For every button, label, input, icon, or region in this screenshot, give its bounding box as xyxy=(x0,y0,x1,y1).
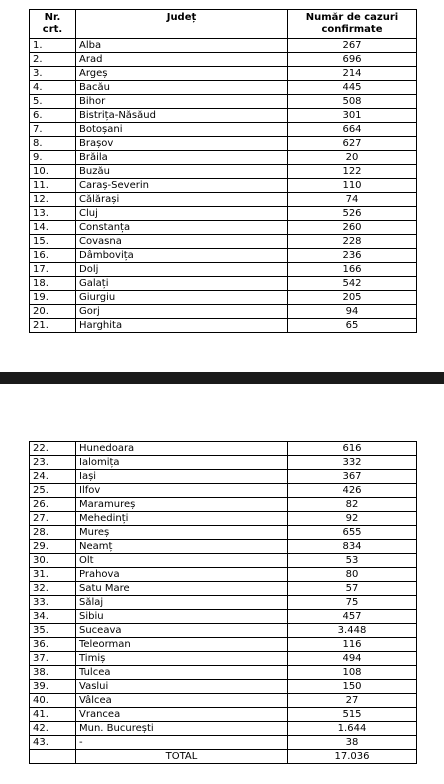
total-empty-cell xyxy=(30,750,76,764)
table-row xyxy=(30,277,417,291)
total-label: TOTAL xyxy=(76,750,288,764)
confirmed-cases: 82 xyxy=(288,498,417,512)
row-number: 3. xyxy=(30,67,76,81)
row-number: 39. xyxy=(30,680,76,694)
confirmed-cases: 75 xyxy=(288,596,417,610)
confirmed-cases: 508 xyxy=(288,95,417,109)
row-number: 38. xyxy=(30,666,76,680)
confirmed-cases: 20 xyxy=(288,151,417,165)
confirmed-cases: 3.448 xyxy=(288,624,417,638)
table-row xyxy=(30,109,417,123)
row-number: 7. xyxy=(30,123,76,137)
row-number: 42. xyxy=(30,722,76,736)
confirmed-cases: 1.644 xyxy=(288,722,417,736)
row-number: 29. xyxy=(30,540,76,554)
confirmed-cases: 116 xyxy=(288,638,417,652)
county-name: Brăila xyxy=(76,151,288,165)
confirmed-cases: 445 xyxy=(288,81,417,95)
confirmed-cases: 267 xyxy=(288,39,417,53)
confirmed-cases: 834 xyxy=(288,540,417,554)
row-number: 31. xyxy=(30,568,76,582)
county-name: Teleorman xyxy=(76,638,288,652)
table-row xyxy=(30,540,417,554)
confirmed-cases: 205 xyxy=(288,291,417,305)
row-number: 26. xyxy=(30,498,76,512)
confirmed-cases: 53 xyxy=(288,554,417,568)
row-number: 18. xyxy=(30,277,76,291)
row-number: 11. xyxy=(30,179,76,193)
confirmed-cases: 122 xyxy=(288,165,417,179)
county-name: Brașov xyxy=(76,137,288,151)
cases-table-part-1 xyxy=(29,9,417,333)
row-number: 34. xyxy=(30,610,76,624)
table-row xyxy=(30,666,417,680)
row-number: 27. xyxy=(30,512,76,526)
table-row xyxy=(30,442,417,456)
row-number: 9. xyxy=(30,151,76,165)
county-name: Hunedoara xyxy=(76,442,288,456)
cases-table-part-2 xyxy=(29,441,417,764)
confirmed-cases: 65 xyxy=(288,319,417,333)
table-row xyxy=(30,470,417,484)
table-row xyxy=(30,652,417,666)
row-number: 30. xyxy=(30,554,76,568)
confirmed-cases: 616 xyxy=(288,442,417,456)
row-number: 1. xyxy=(30,39,76,53)
county-name: Călărași xyxy=(76,193,288,207)
table-row xyxy=(30,512,417,526)
table-row xyxy=(30,596,417,610)
confirmed-cases: 457 xyxy=(288,610,417,624)
table-row xyxy=(30,319,417,333)
county-name: - xyxy=(76,736,288,750)
row-number: 28. xyxy=(30,526,76,540)
county-name: Constanța xyxy=(76,221,288,235)
table-row xyxy=(30,554,417,568)
confirmed-cases: 494 xyxy=(288,652,417,666)
confirmed-cases: 236 xyxy=(288,249,417,263)
table-row xyxy=(30,305,417,319)
county-name: Ialomița xyxy=(76,456,288,470)
county-name: Buzău xyxy=(76,165,288,179)
table-row xyxy=(30,610,417,624)
table-row xyxy=(30,39,417,53)
confirmed-cases: 92 xyxy=(288,512,417,526)
county-name: Iași xyxy=(76,470,288,484)
confirmed-cases: 228 xyxy=(288,235,417,249)
county-name: Sibiu xyxy=(76,610,288,624)
row-number: 8. xyxy=(30,137,76,151)
confirmed-cases: 108 xyxy=(288,666,417,680)
table-row xyxy=(30,123,417,137)
table-row xyxy=(30,498,417,512)
row-number: 17. xyxy=(30,263,76,277)
county-name: Sălaj xyxy=(76,596,288,610)
table-row xyxy=(30,137,417,151)
table-row xyxy=(30,151,417,165)
county-name: Argeș xyxy=(76,67,288,81)
confirmed-cases: 367 xyxy=(288,470,417,484)
county-name: Cluj xyxy=(76,207,288,221)
confirmed-cases: 332 xyxy=(288,456,417,470)
row-number: 16. xyxy=(30,249,76,263)
confirmed-cases: 214 xyxy=(288,67,417,81)
confirmed-cases: 301 xyxy=(288,109,417,123)
row-number: 36. xyxy=(30,638,76,652)
row-number: 6. xyxy=(30,109,76,123)
table-row xyxy=(30,263,417,277)
table-row xyxy=(30,67,417,81)
confirmed-cases: 627 xyxy=(288,137,417,151)
table-row xyxy=(30,568,417,582)
county-name: Galați xyxy=(76,277,288,291)
header-confirmed-cases: Număr de cazuri confirmate xyxy=(288,10,417,39)
total-row xyxy=(30,750,417,764)
confirmed-cases: 57 xyxy=(288,582,417,596)
table-row xyxy=(30,53,417,67)
county-name: Maramureș xyxy=(76,498,288,512)
county-name: Timiș xyxy=(76,652,288,666)
county-name: Bacău xyxy=(76,81,288,95)
confirmed-cases: 150 xyxy=(288,680,417,694)
confirmed-cases: 526 xyxy=(288,207,417,221)
table-row xyxy=(30,456,417,470)
row-number: 25. xyxy=(30,484,76,498)
table-row xyxy=(30,484,417,498)
table-row xyxy=(30,582,417,596)
county-name: Olt xyxy=(76,554,288,568)
row-number: 12. xyxy=(30,193,76,207)
county-name: Arad xyxy=(76,53,288,67)
table-row xyxy=(30,193,417,207)
table-row xyxy=(30,221,417,235)
page-divider xyxy=(0,372,444,384)
county-name: Suceava xyxy=(76,624,288,638)
confirmed-cases: 38 xyxy=(288,736,417,750)
county-name: Vâlcea xyxy=(76,694,288,708)
county-name: Caraș-Severin xyxy=(76,179,288,193)
table-row xyxy=(30,95,417,109)
county-name: Bihor xyxy=(76,95,288,109)
confirmed-cases: 27 xyxy=(288,694,417,708)
row-number: 13. xyxy=(30,207,76,221)
confirmed-cases: 80 xyxy=(288,568,417,582)
row-number: 19. xyxy=(30,291,76,305)
row-number: 5. xyxy=(30,95,76,109)
county-name: Tulcea xyxy=(76,666,288,680)
county-name: Neamț xyxy=(76,540,288,554)
county-name: Giurgiu xyxy=(76,291,288,305)
header-nr-crt: Nr. crt. xyxy=(30,10,76,39)
county-name: Dâmbovița xyxy=(76,249,288,263)
row-number: 41. xyxy=(30,708,76,722)
confirmed-cases: 166 xyxy=(288,263,417,277)
table-row xyxy=(30,722,417,736)
confirmed-cases: 426 xyxy=(288,484,417,498)
table-body-part-2 xyxy=(30,442,417,750)
confirmed-cases: 94 xyxy=(288,305,417,319)
table-row xyxy=(30,165,417,179)
county-name: Harghita xyxy=(76,319,288,333)
row-number: 33. xyxy=(30,596,76,610)
county-name: Covasna xyxy=(76,235,288,249)
total-value: 17.036 xyxy=(288,750,417,764)
row-number: 20. xyxy=(30,305,76,319)
row-number: 21. xyxy=(30,319,76,333)
table-row xyxy=(30,526,417,540)
table-body-part-1 xyxy=(30,39,417,333)
county-name: Dolj xyxy=(76,263,288,277)
confirmed-cases: 74 xyxy=(288,193,417,207)
county-name: Prahova xyxy=(76,568,288,582)
table-row xyxy=(30,207,417,221)
table-header-row xyxy=(30,10,417,39)
table-row xyxy=(30,179,417,193)
row-number: 15. xyxy=(30,235,76,249)
row-number: 2. xyxy=(30,53,76,67)
row-number: 14. xyxy=(30,221,76,235)
row-number: 35. xyxy=(30,624,76,638)
row-number: 37. xyxy=(30,652,76,666)
row-number: 43. xyxy=(30,736,76,750)
confirmed-cases: 655 xyxy=(288,526,417,540)
table-row xyxy=(30,235,417,249)
table-row xyxy=(30,81,417,95)
confirmed-cases: 515 xyxy=(288,708,417,722)
county-name: Bistrița-Năsăud xyxy=(76,109,288,123)
table-row xyxy=(30,708,417,722)
table-row xyxy=(30,291,417,305)
county-name: Vrancea xyxy=(76,708,288,722)
header-county: Județ xyxy=(76,10,288,39)
county-name: Mehedinți xyxy=(76,512,288,526)
table-row xyxy=(30,638,417,652)
county-name: Gorj xyxy=(76,305,288,319)
county-name: Mun. București xyxy=(76,722,288,736)
table-row xyxy=(30,694,417,708)
county-name: Mureș xyxy=(76,526,288,540)
county-name: Alba xyxy=(76,39,288,53)
confirmed-cases: 260 xyxy=(288,221,417,235)
table-row xyxy=(30,624,417,638)
row-number: 22. xyxy=(30,442,76,456)
table-row xyxy=(30,736,417,750)
table-row xyxy=(30,249,417,263)
confirmed-cases: 542 xyxy=(288,277,417,291)
confirmed-cases: 664 xyxy=(288,123,417,137)
row-number: 24. xyxy=(30,470,76,484)
row-number: 4. xyxy=(30,81,76,95)
confirmed-cases: 110 xyxy=(288,179,417,193)
county-name: Vaslui xyxy=(76,680,288,694)
county-name: Satu Mare xyxy=(76,582,288,596)
row-number: 23. xyxy=(30,456,76,470)
county-name: Ilfov xyxy=(76,484,288,498)
county-name: Botoșani xyxy=(76,123,288,137)
table-row xyxy=(30,680,417,694)
row-number: 10. xyxy=(30,165,76,179)
row-number: 32. xyxy=(30,582,76,596)
row-number: 40. xyxy=(30,694,76,708)
confirmed-cases: 696 xyxy=(288,53,417,67)
